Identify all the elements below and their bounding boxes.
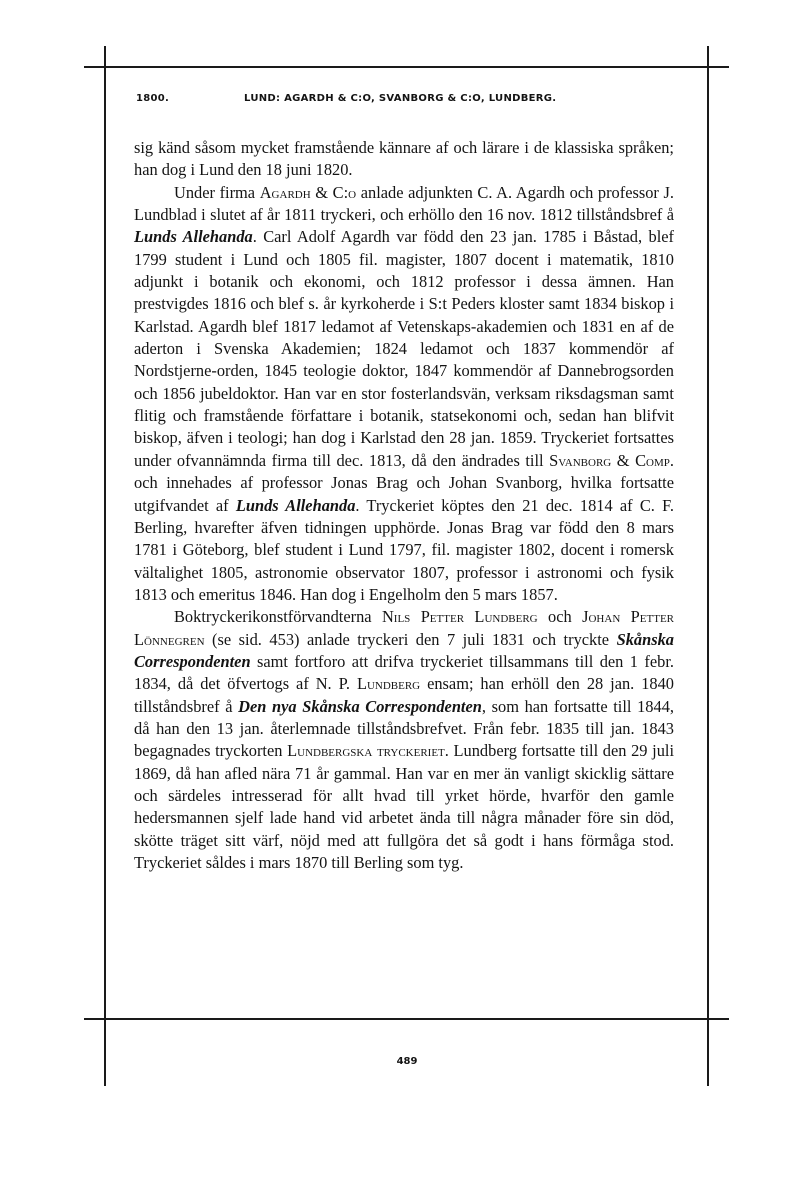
person-name: Lundberg [356, 674, 421, 694]
newspaper-title: Skånska Correspondenten [134, 629, 674, 671]
person-name: Nils Petter Lundberg [381, 607, 538, 627]
firm-name: Agardh & C:o [259, 182, 357, 202]
bottom-rule [84, 1018, 729, 1020]
paragraph-3: Boktryckerikonstförvandterna Nils Petter Lundberg och Johan Petter Lönnegren (se sid. 453) anlade tryckeri den 7 juli 1831 och tryckte Skånska Correspondenten samt fortforo att drifva tryckeriet tillsammans till den 1 febr. 1834, då det öfvertogs af N. P. Lundberg ensam; han erhöll den 28 jan. 1840 tillståndsbref å Den nya Skånska Correspondenten, som han fortsatte till 1844, då han den 13 jan. återlemnade tillståndsbrefvet. Från febr. 1835 till jan. 1843 begagnades tryckorten Lundbergska tryckeriet. Lundberg fortsatte till den 29 juli 1869, då han afled nära 71 år gammal. Han var en mer än vanligt skicklig sättare och särdeles intresserad för allt hvad till yrket hörde, hvarför den gamle hedersmannen sjelf lade hand vid arbetet ända till några månader före sin död, skötte träget sitt värf, nöjd med att fullgöra det så godt i hans förmåga stod. Tryckeriet såldes i mars 1870 till Berling som tyg. [134, 607, 674, 872]
paragraph-2: Under firma Agardh & C:o anlade adjunkten C. A. Agardh och professor J. Lundblad i slutet af år 1811 tryckeri, och erhöllo den 16 nov. 1812 tillståndsbref å Lunds Allehanda. Carl Adolf Agardh var född den 23 jan. 1785 i Båstad, blef 1799 student i Lund och 1805 fil. magister, 1807 docent i matematik, 1810 adjunkt i botanik och ekonomi, och 1812 professor i dessa ämnen. Han prestvigdes 1816 och blef s. år kyrkoherde i S:t Peders kloster samt 1834 biskop i Karlstad. Agardh blef 1817 ledamot af Vetenskaps-akademien och 1831 en af de aderton i Svenska Akademien; 1824 ledamot och 1837 kommendör af Nordstjerne-orden, 1845 teologie doktor, 1847 kommendör af Dannebrogsorden och 1856 jubeldoktor. Han var en stor fosterlandsvän, verksam riksdagsman samt flitig och framstående författare i botanik, statsekonomi och, sedan han blifvit biskop, äfven i teologi; han dog i Karlstad den 28 jan. 1859. Tryckeriet fortsattes under ofvannämnda firma till dec. 1813, då den ändrades till Svanborg & Comp. och innehades af professor Jonas Brag och Johan Svanborg, hvilka fortsatte utgifvandet af Lunds Allehanda. Tryckeriet köptes den 21 dec. 1814 af C. F. Berling, hvarefter äfven tidningen upphörde. Jonas Brag var född den 8 mars 1781 i Göteborg, blef student i Lund 1797, fil. magister 1802, docent i romersk vältalighet 1805, astronomie observator 1807, professor i astronomi och fysik 1813 och emeritus 1846. Han dog i Engelholm den 5 mars 1857. [134, 182, 674, 604]
right-rule [707, 46, 709, 1086]
paragraph-1: sig känd såsom mycket framstående kännare af och lärare i de klassiska språken; han dog i Lund den 18 juni 1820. [134, 138, 674, 180]
header-title: LUND: AGARDH & C:O, SVANBORG & C:O, LUNDBERG. [244, 93, 557, 104]
top-rule [84, 66, 729, 68]
newspaper-title: Lunds Allehanda [134, 227, 253, 247]
person-name: Johan Petter Lönnegren [134, 607, 674, 649]
newspaper-title: Den nya Skånska Correspondenten [238, 696, 482, 716]
header-year: 1800. [136, 93, 170, 104]
running-header [134, 90, 670, 110]
newspaper-title: Lunds Allehanda [235, 495, 356, 515]
page-number: 489 [396, 1056, 418, 1067]
firm-name: Lundbergska tryckeriet [287, 741, 445, 761]
firm-name: Svanborg & Comp. [549, 450, 674, 470]
left-rule [104, 46, 106, 1086]
body-text [134, 137, 674, 874]
